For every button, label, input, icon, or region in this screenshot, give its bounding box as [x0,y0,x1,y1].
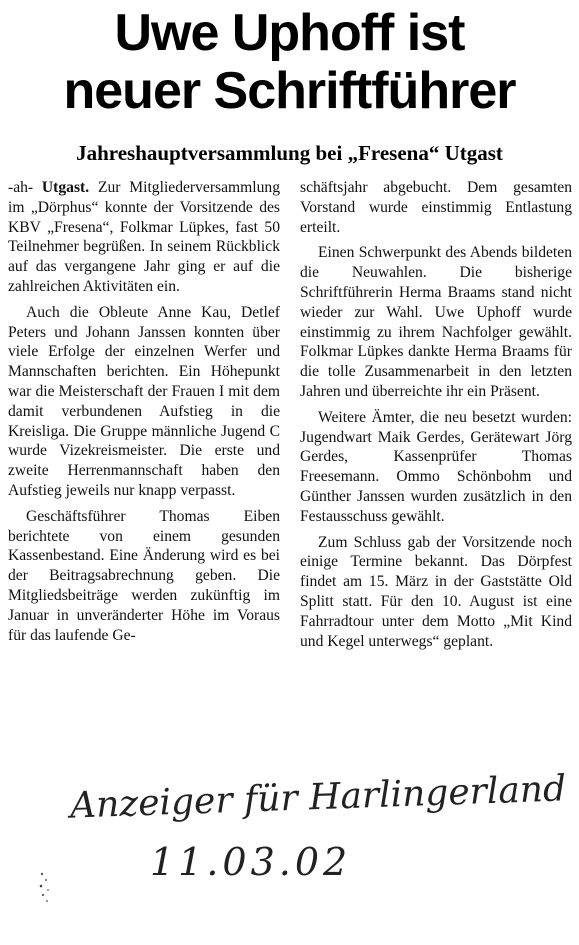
handwriting-svg [0,760,579,945]
article-column-right [300,178,572,657]
article-paragraph: Geschäftsführer Thomas Eiben berichtete von einem gesunden Kassenbestand. Eine Änderung wird es bei der Beitragsabrechnung geben. Die Mitgliedsbeiträge werden zukünftig im Januar in unveränderter Höhe im Voraus für das laufende Ge- [8,507,280,644]
article-paragraph: Zum Schluss gab der Vorsitzende noch einige Termine bekannt. Das Dörpfest findet am 15. März in der Gaststätte Old Splitt statt. Für den 10. August ist eine Fahrradtour unter dem Motto „Mit Kind und Kegel unterwegs“ geplant. [300,533,572,650]
article-paragraph: Weitere Ämter, die neu besetzt wurden: Jugendwart Maik Gerdes, Gerätewart Jörg Gerdes, Kassenprüfer Thomas Freesemann. Ommo Schönbohm und Günther Janssen wurden zusätzlich in den Festausschuss gewählt. [300,408,572,525]
headline-line-2: neuer Schriftführer [63,62,516,120]
handwritten-source: Anzeiger für Harlingerland [69,768,567,827]
paragraph-text: Zur Mitgliederversammlung im „Dörphus“ konnte der Vorsitzende des KBV „Fresena“, Folkmar Lüpkes, fast 50 Teilnehmer begrüßen. In seinem Rückblick auf das vergangene Jahr ging er auf die zahlreichen Aktivitäten ein. [8,179,280,295]
byline: -ah- [8,179,34,196]
headline-line-1: Uwe Uphoff ist [114,4,465,62]
article-column-left [8,178,280,651]
article-paragraph: schäftsjahr abgebucht. Dem gesamten Vorstand wurde einstimmig Entlastung erteilt. [300,179,572,236]
handwritten-date: 11.03.02 [150,840,352,884]
dateline-place: Utgast. [41,179,90,196]
article-paragraph: Auch die Obleute Anne Kau, Detlef Peters und Johann Janssen konnten über viele Erfolge der einzelnen Werfer und Mannschaften berichten. Ein Höhepunkt war die Meisterschaft der Frauen I mit dem damit verbundenen Aufstieg in die Kreisliga. Die Gruppe männliche Jugend C wurde Vizekreismeister. Die erste und zweite Herrenmannschaft haben den Aufstieg jeweils nur knapp verpasst. [8,303,280,499]
subheadline: Jahreshauptversammlung bei „Fresena“ Utgast [76,141,503,165]
scan-speckle [36,868,56,908]
article-paragraph [8,178,280,297]
handwritten-annotation [0,760,579,945]
headline [0,4,579,120]
article-paragraph: Einen Schwerpunkt des Abends bildeten die Neuwahlen. Die bisherige Schriftführerin Herma Braams stand nicht wieder zur Wahl. Uwe Uphoff wurde einstimmig zu ihrem Nachfolger gewählt. Folkmar Lüpkes dankte Herma Braams für die tolle Zusammenarbeit in den letzten Jahren und überreichte ihr ein Präsent. [300,244,572,400]
